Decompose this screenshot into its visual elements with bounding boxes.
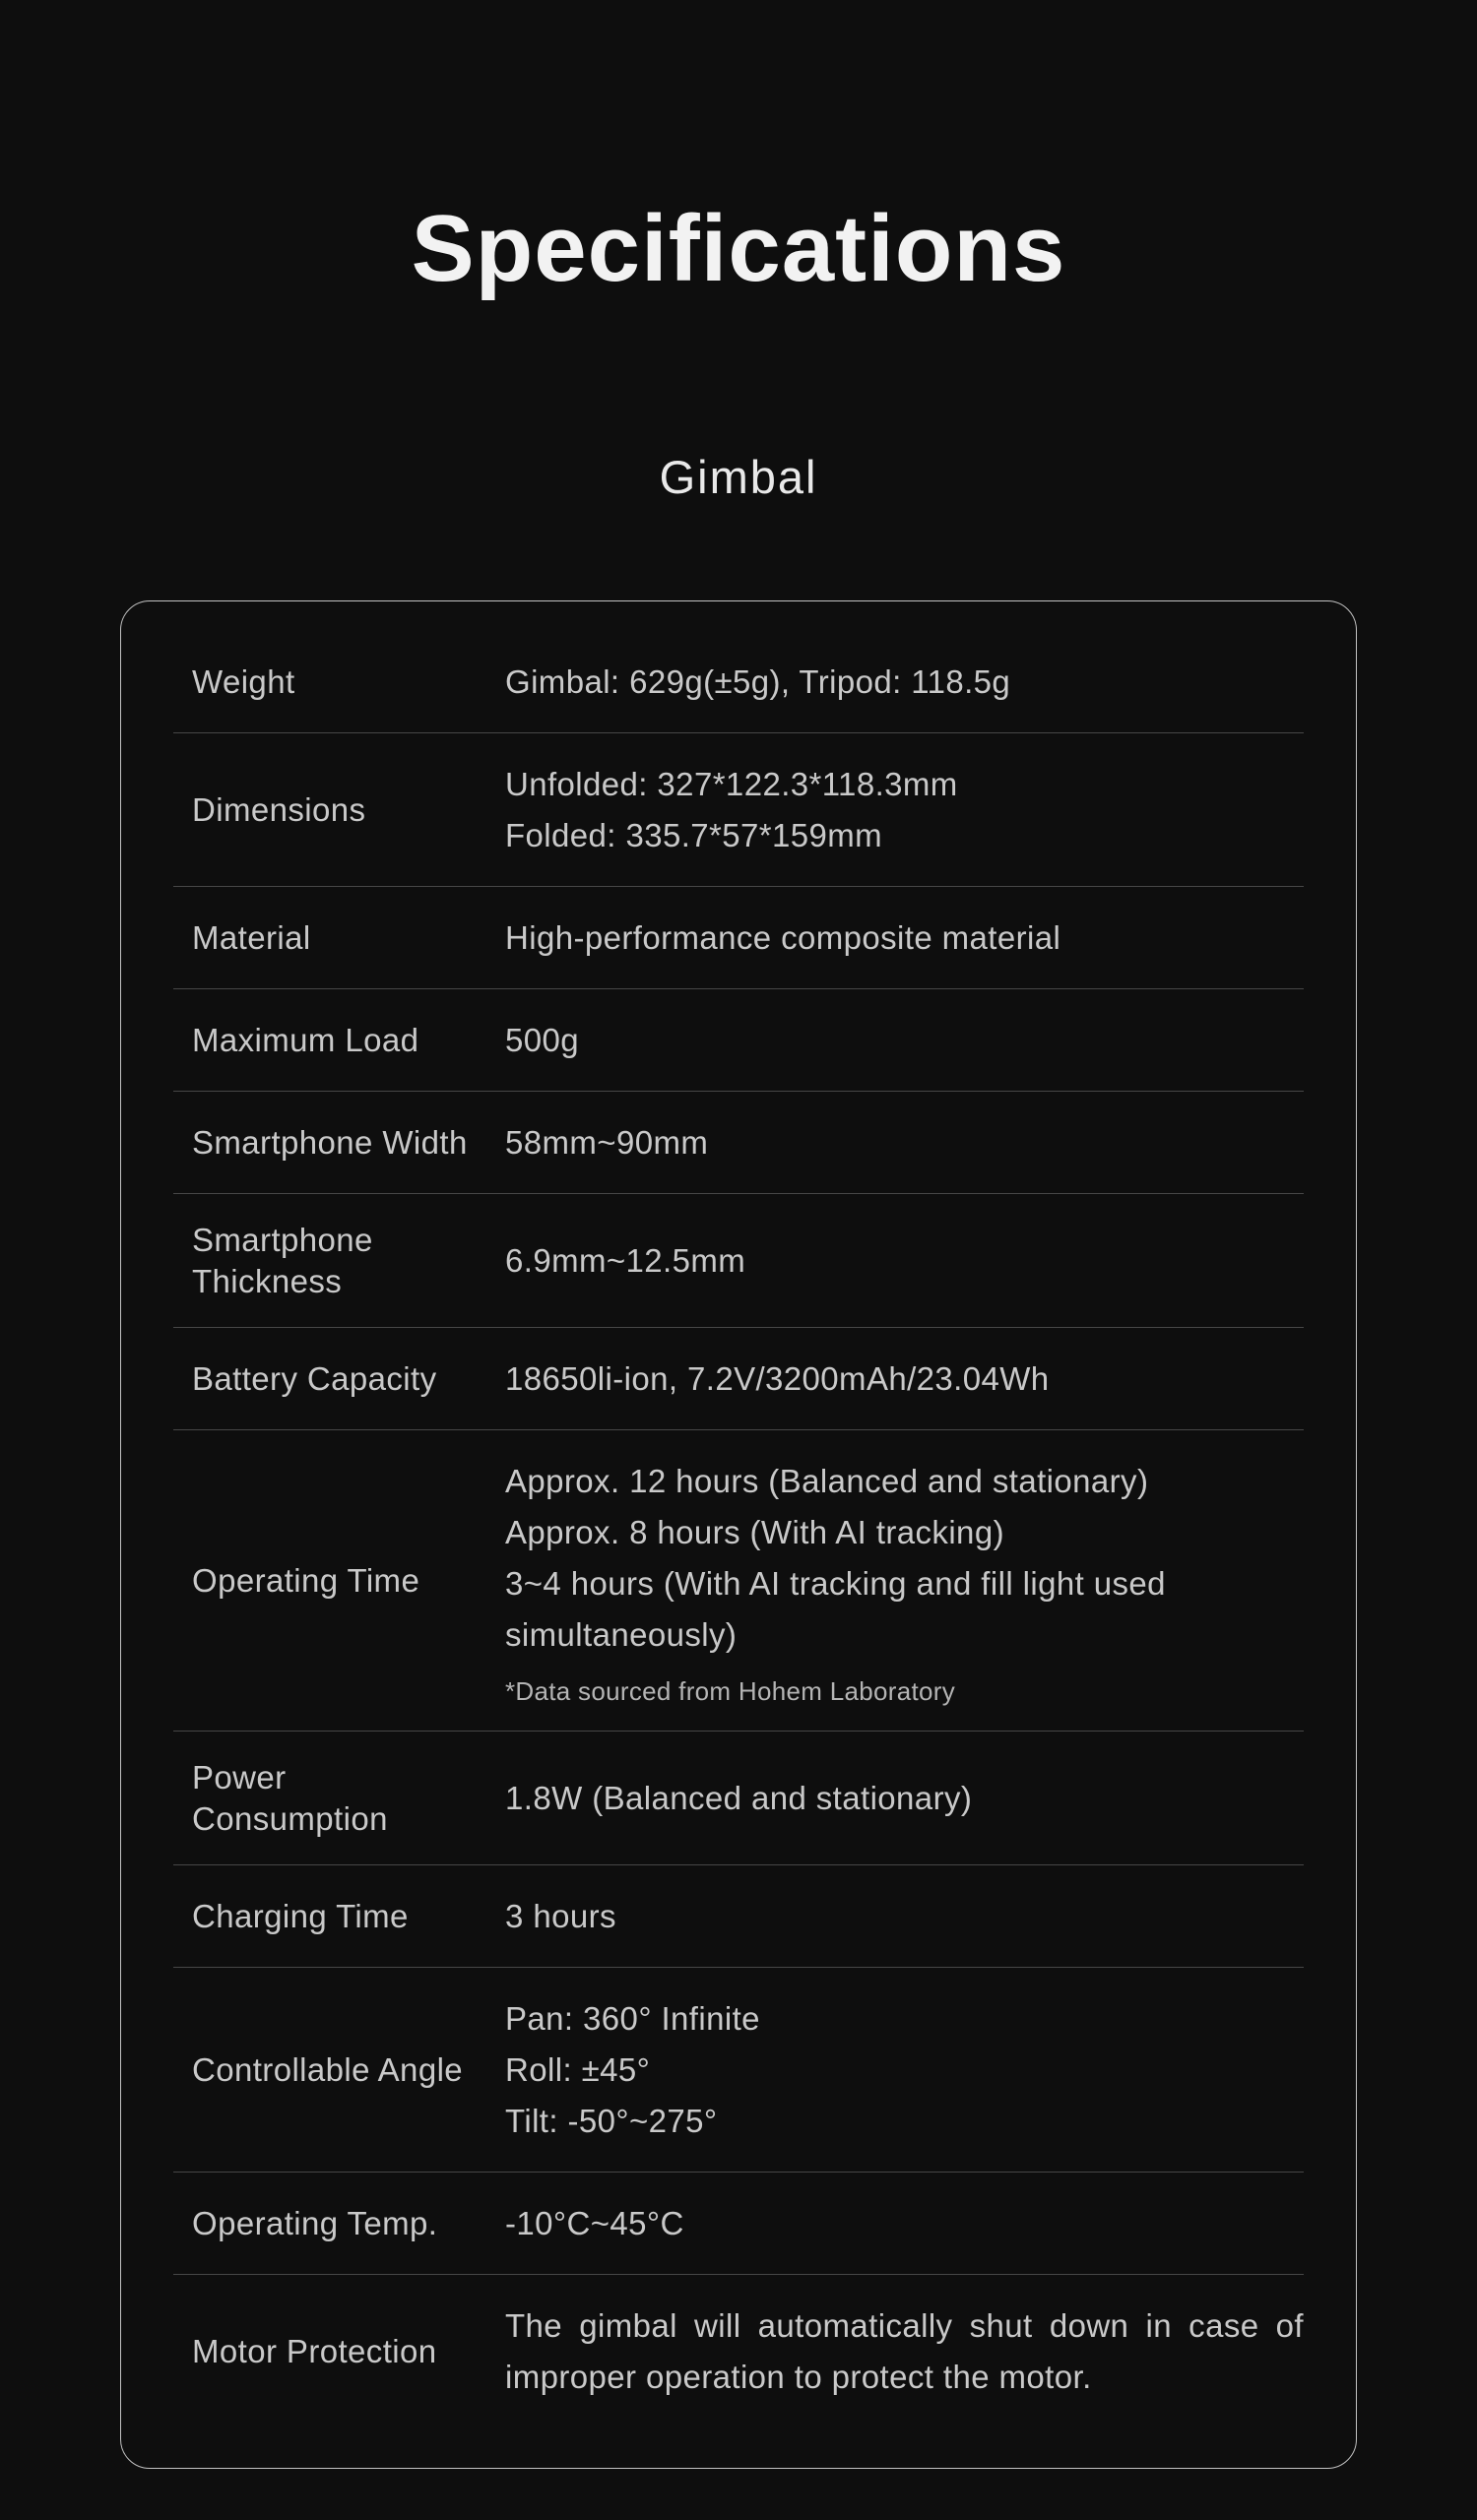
spec-row [121,1968,1356,2173]
spec-value [505,1354,1304,1405]
spec-value [505,1891,1304,1942]
spec-label: Controllable Angle [192,2050,464,2088]
spec-row [121,733,1356,887]
spec-value [505,1456,1304,1706]
spec-value [505,1235,1304,1287]
spec-row [121,1430,1356,1732]
value-line: Approx. 12 hours (Balanced and stationary) [505,1462,1149,1499]
spec-row [121,2173,1356,2275]
value-line: The gimbal will automatically shut down in case of improper operation to protect the motor. [505,2306,1304,2395]
spec-label: Dimensions [192,790,366,828]
spec-value [505,2198,1304,2249]
spec-value [505,1993,1304,2147]
spec-value [505,759,1304,861]
spec-row [121,1732,1356,1865]
spec-card [120,600,1357,2469]
spec-label: Operating Time [192,1561,420,1599]
value-line: Gimbal: 629g(±5g), Tripod: 118.5g [505,662,1011,700]
spec-row [121,1328,1356,1430]
value-line: 6.9mm~12.5mm [505,1241,746,1279]
spec-row [121,1194,1356,1328]
spec-label: Charging Time [192,1897,409,1934]
spec-label: Motor Protection [192,2332,437,2369]
value-line: High-performance composite material [505,918,1061,956]
spec-value [505,657,1304,708]
value-line: Tilt: -50°~275° [505,2102,718,2139]
spec-value [505,1015,1304,1066]
spec-label: Weight [192,662,295,700]
spec-table [121,631,1356,2428]
value-line: Approx. 8 hours (With AI tracking) [505,1513,1004,1550]
value-line: 500g [505,1021,580,1058]
spec-label: Battery Capacity [192,1359,437,1397]
spec-footnote: *Data sourced from Hohem Laboratory [505,1675,956,1706]
value-line: Folded: 335.7*57*159mm [505,816,883,853]
spec-label: Smartphone Width [192,1123,468,1161]
spec-value [505,913,1304,964]
value-line: 3~4 hours (With AI tracking and fill light used simultaneously) [505,1564,1166,1653]
value-line: Roll: ±45° [505,2050,651,2088]
value-line: Unfolded: 327*122.3*118.3mm [505,765,958,802]
spec-value [505,1773,1304,1824]
value-line: 18650li-ion, 7.2V/3200mAh/23.04Wh [505,1359,1050,1397]
spec-row [121,887,1356,989]
spec-label: Operating Temp. [192,2204,438,2241]
spec-row [121,1092,1356,1194]
value-line: 58mm~90mm [505,1123,709,1161]
spec-value [505,2300,1304,2403]
spec-label: Smartphone Thickness [192,1221,373,1299]
spec-value [505,1117,1304,1168]
spec-row [121,631,1356,733]
spec-row [121,2275,1356,2428]
spec-row [121,1865,1356,1968]
value-line: -10°C~45°C [505,2204,684,2241]
value-line: Pan: 360° Infinite [505,1999,760,2037]
spec-row [121,989,1356,1092]
spec-label: Power Consumption [192,1758,388,1837]
spec-label: Maximum Load [192,1021,419,1058]
value-line: 1.8W (Balanced and stationary) [505,1779,973,1816]
value-line: 3 hours [505,1897,616,1934]
page-title: Specifications [411,196,1066,301]
spec-label: Material [192,918,311,956]
section-subtitle: Gimbal [659,450,818,503]
